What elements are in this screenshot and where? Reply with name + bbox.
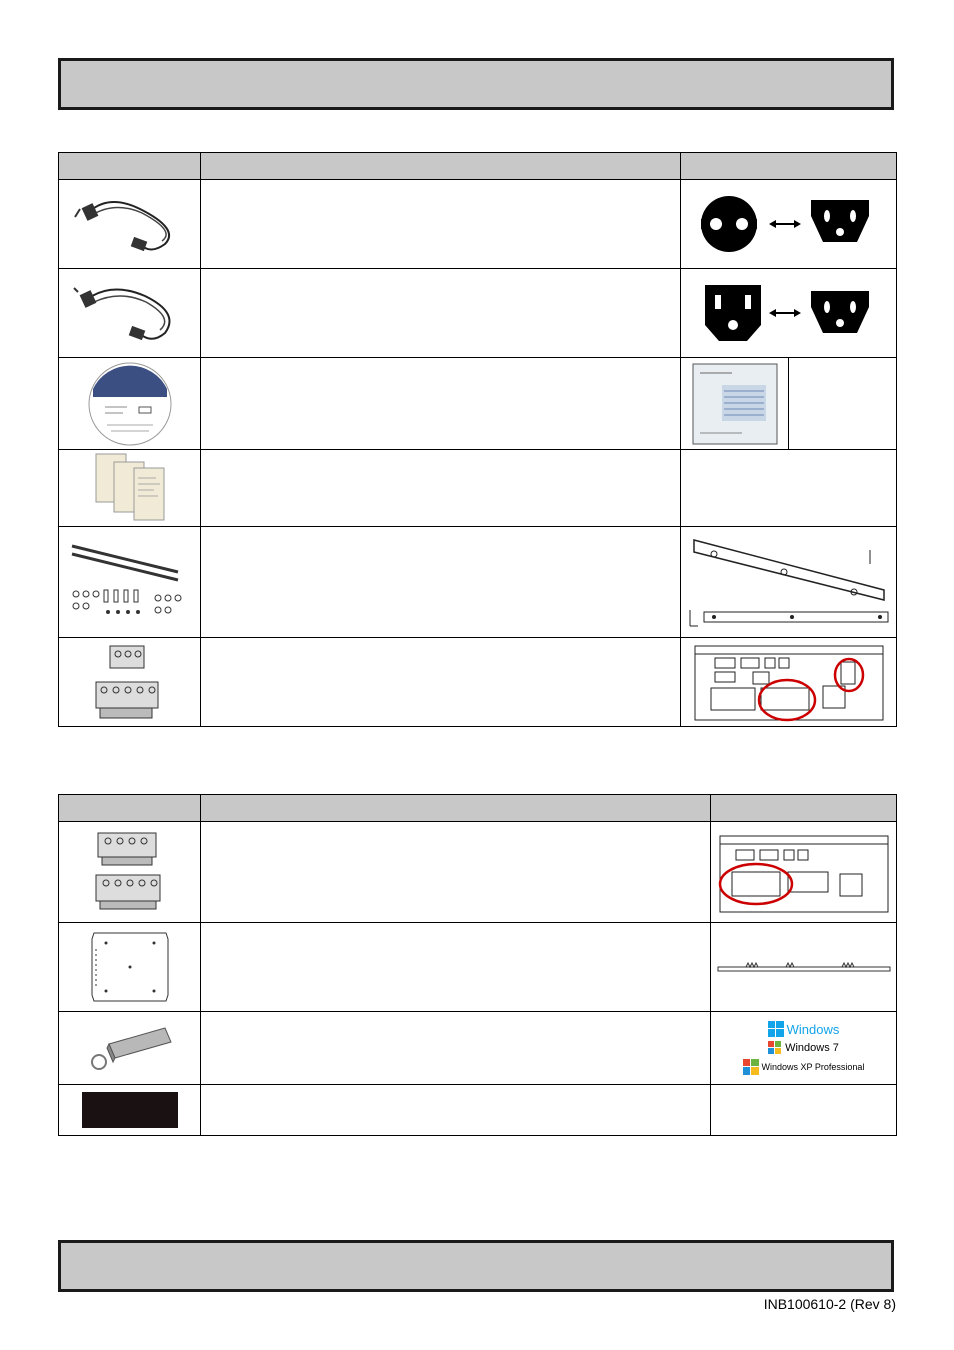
item-description-cell <box>201 923 711 1012</box>
item-description-cell <box>201 358 681 450</box>
table-row <box>59 180 897 269</box>
empty-cell <box>681 450 897 527</box>
item-image-cell <box>59 638 201 727</box>
table-row <box>59 822 897 923</box>
power-cord-icon <box>70 189 190 259</box>
table-header <box>59 153 897 180</box>
windows-xp-label: Windows XP Professional <box>761 1062 865 1072</box>
item-image-cell <box>59 269 201 358</box>
power-cord-icon <box>70 278 190 348</box>
plug-illustration-cell <box>681 269 897 358</box>
item-description-cell <box>201 269 681 358</box>
item-image-cell <box>59 180 201 269</box>
dvd-disc-icon <box>87 361 173 447</box>
table-row <box>59 1012 897 1085</box>
terminal-block-connector-icon <box>90 642 170 722</box>
windows-7-logo <box>768 1041 839 1055</box>
header-cell-description <box>201 153 681 180</box>
item-description-cell <box>201 180 681 269</box>
item-image-cell <box>59 450 201 527</box>
windows-xp-flag-icon <box>743 1059 759 1075</box>
item-image-cell <box>59 1012 201 1085</box>
rear-panel-cell <box>711 822 897 923</box>
eu-plug-icon <box>699 194 879 254</box>
us-plug-icon <box>699 283 879 343</box>
rail-drawing-icon <box>684 530 894 634</box>
item-description-cell <box>201 527 681 638</box>
item-description-cell <box>201 1012 711 1085</box>
mounting-plate-icon <box>88 929 172 1005</box>
table-row <box>59 450 897 527</box>
windows-label: Windows <box>786 1021 840 1037</box>
rear-panel-drawing-icon <box>716 828 892 916</box>
standard-accessories-table <box>58 152 897 727</box>
item-description-cell <box>201 638 681 727</box>
item-image-cell <box>59 923 201 1012</box>
rail-illustration-cell <box>681 527 897 638</box>
table-row <box>59 269 897 358</box>
optional-accessories-table <box>58 794 897 1136</box>
item-image-cell <box>59 1085 201 1136</box>
document-id: INB100610-2 (Rev 8) <box>763 1296 896 1312</box>
dvd-menu-screenshot-icon <box>692 363 778 445</box>
table-row <box>59 638 897 727</box>
mounting-plate-side-icon <box>716 957 892 977</box>
empty-cell <box>711 1085 897 1136</box>
terminal-block-connector-icon <box>90 827 170 917</box>
header-cell-description <box>201 795 711 822</box>
item-description-cell <box>201 450 681 527</box>
table-row <box>59 1085 897 1136</box>
item-description-cell <box>201 822 711 923</box>
rear-panel-cell <box>681 638 897 727</box>
plug-illustration-cell <box>681 180 897 269</box>
header-cell-illustration <box>681 153 897 180</box>
table-row <box>59 358 897 450</box>
windows-flag-icon <box>768 1021 784 1037</box>
black-module-image <box>82 1092 178 1128</box>
rear-panel-drawing-icon <box>691 640 887 724</box>
printed-documents-icon <box>90 452 170 524</box>
windows-7-label: Windows 7 <box>785 1042 839 1054</box>
windows-xp-logo <box>743 1059 865 1075</box>
os-logos-cell <box>711 1012 897 1085</box>
table-row <box>59 923 897 1012</box>
item-image-cell <box>59 822 201 923</box>
windows-logo <box>768 1021 840 1037</box>
item-description-cell <box>201 1085 711 1136</box>
table-row <box>59 527 897 638</box>
table-header <box>59 795 897 822</box>
header-cell-item <box>59 153 201 180</box>
header-cell-illustration <box>711 795 897 822</box>
mounting-rails-kit-icon <box>68 542 192 622</box>
plate-side-view-cell <box>711 923 897 1012</box>
usb-stick-icon <box>85 1018 175 1078</box>
item-image-cell <box>59 358 201 450</box>
top-banner <box>58 58 894 110</box>
header-cell-item <box>59 795 201 822</box>
dvd-screen-cell <box>681 358 789 450</box>
windows-7-flag-icon <box>768 1041 782 1055</box>
bottom-banner <box>58 1240 894 1292</box>
empty-cell <box>789 358 897 450</box>
item-image-cell <box>59 527 201 638</box>
